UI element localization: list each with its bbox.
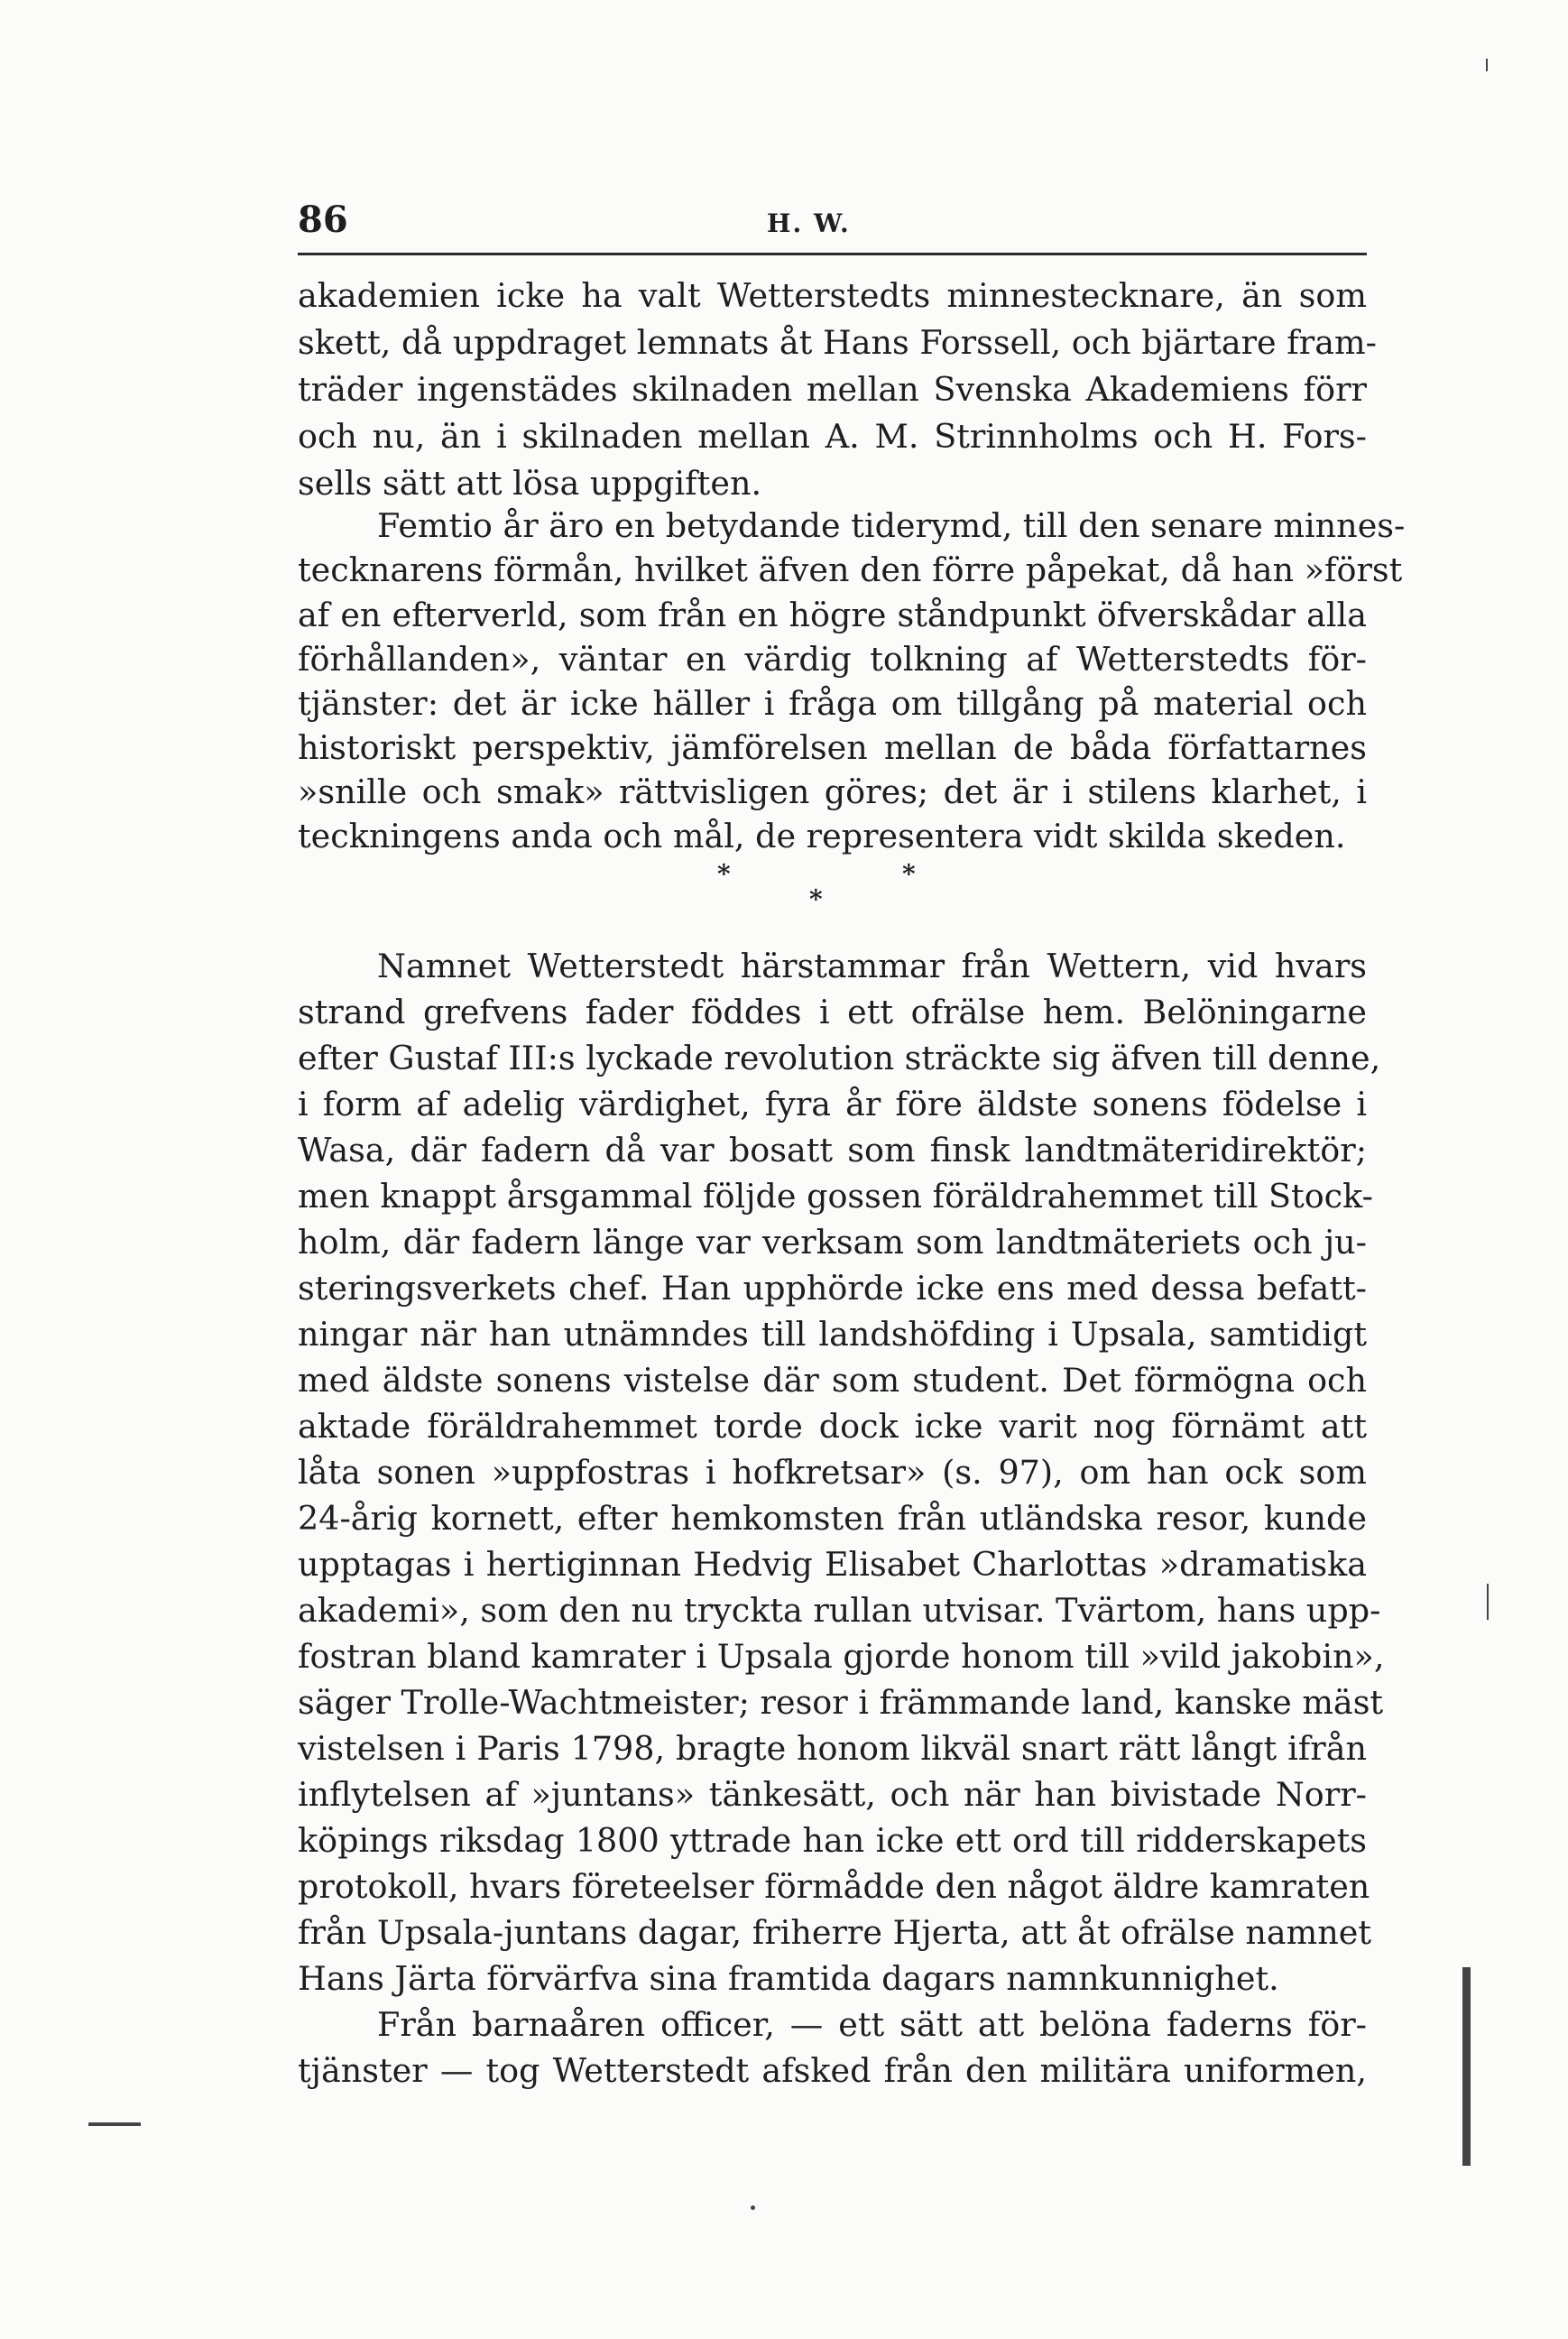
text-line: 24-årig kornett, efter hemkomsten från utländska resor, kunde [298,1499,1367,1538]
text-line: Namnet Wetterstedt härstammar från Wettern, vid hvars [377,947,1367,985]
scan-edge-mark [1462,1967,1471,2166]
scan-mark [88,2122,141,2126]
text-line: af en efterverld, som från en högre ståndpunkt öfverskådar alla [298,596,1367,634]
text-line: skett, då uppdraget lemnats åt Hans Forssell, och bjärtare fram- [298,323,1377,362]
text-line: teckningens anda och mål, de representera vidt skilda skeden. [298,817,1346,855]
text-line: men knappt årsgammal följde gossen föräldrahemmet till Stock- [298,1177,1373,1216]
text-line: från Upsala-juntans dagar, friherre Hjerta, att åt ofrälse namnet [298,1913,1372,1952]
text-line: med äldste sonens vistelse där som student. Det förmögna och [298,1361,1367,1400]
text-line: akademien icke ha valt Wetterstedts minnestecknare, än som [298,276,1367,315]
page-number: 86 [298,199,348,241]
text-line: förhållanden», väntar en värdig tolkning af Wetterstedts för- [298,640,1367,679]
text-line: inflytelsen af »juntans» tänkesätt, och när han bivistade Norr- [298,1775,1367,1814]
text-line: låta sonen »uppfostras i hofkretsar» (s. 97), om han ock som [298,1453,1367,1492]
text-line: vistelsen i Paris 1798, bragte honom likväl snart rätt långt ifrån [298,1729,1367,1768]
text-line: tjänster — tog Wetterstedt afsked från den militära uniformen, [298,2051,1367,2090]
text-line: upptagas i hertiginnan Hedvig Elisabet Charlottas »dramatiska [298,1545,1367,1584]
scan-speck [1487,1584,1489,1620]
text-line: ningar när han utnämndes till landshöfding i Upsala, samtidigt [298,1315,1367,1354]
text-line: steringsverkets chef. Han upphörde icke ens med dessa befatt- [298,1269,1367,1308]
text-line: protokoll, hvars företeelser förmådde den något äldre kamraten [298,1867,1370,1906]
text-line: tjänster: det är icke häller i fråga om tillgång på material och [298,684,1367,723]
text-line: Hans Järta förvärfva sina framtida dagars namnkunnighet. [298,1959,1279,1998]
text-line: historiskt perspektiv, jämförelsen mellan de båda författarnes [298,728,1367,767]
text-line: fostran bland kamrater i Upsala gjorde honom till »vild jakobin», [298,1637,1385,1676]
text-line: Wasa, där fadern då var bosatt som finsk landtmäteridirektör; [298,1131,1367,1170]
text-line: Femtio år äro en betydande tiderymd, till den senare minnes- [377,506,1406,545]
text-line: aktade föräldrahemmet torde dock icke varit nog förnämt att [298,1407,1367,1446]
separator-star: * [902,859,916,889]
text-line: säger Trolle-Wachtmeister; resor i främmande land, kanske mäst [298,1683,1384,1722]
text-line: holm, där fadern länge var verksam som landtmäteriets och ju- [298,1223,1367,1262]
text-line: och nu, än i skilnaden mellan A. M. Strinnholms och H. Fors- [298,417,1367,456]
text-line: sells sätt att lösa uppgiften. [298,464,762,503]
text-line: träder ingenstädes skilnaden mellan Svenska Akademiens förr [298,370,1367,409]
text-line: i form af adelig värdighet, fyra år före äldste sonens födelse i [298,1085,1367,1123]
scan-speck [1486,59,1488,71]
text-line: köpings riksdag 1800 yttrade han icke ett ord till ridderskapets [298,1821,1367,1860]
text-line: »snille och smak» rättvisligen göres; det är i stilens klarhet, i [298,772,1367,811]
header-rule [298,253,1367,255]
text-line: akademi», som den nu tryckta rullan utvisar. Tvärtom, hans upp- [298,1591,1381,1630]
text-line: strand grefvens fader föddes i ett ofrälse hem. Belöningarne [298,993,1367,1031]
running-head: H. W. [767,208,851,238]
separator-star: * [717,859,731,889]
text-line: tecknarens förmån, hvilket äfven den förre påpekat, då han »först [298,550,1403,589]
separator-star: * [809,884,823,914]
scan-speck [751,2205,755,2210]
text-line: Från barnaåren officer, — ett sätt att belöna faderns för- [377,2005,1367,2044]
text-line: efter Gustaf III:s lyckade revolution sträckte sig äfven till denne, [298,1039,1381,1077]
page-header [298,197,1367,244]
